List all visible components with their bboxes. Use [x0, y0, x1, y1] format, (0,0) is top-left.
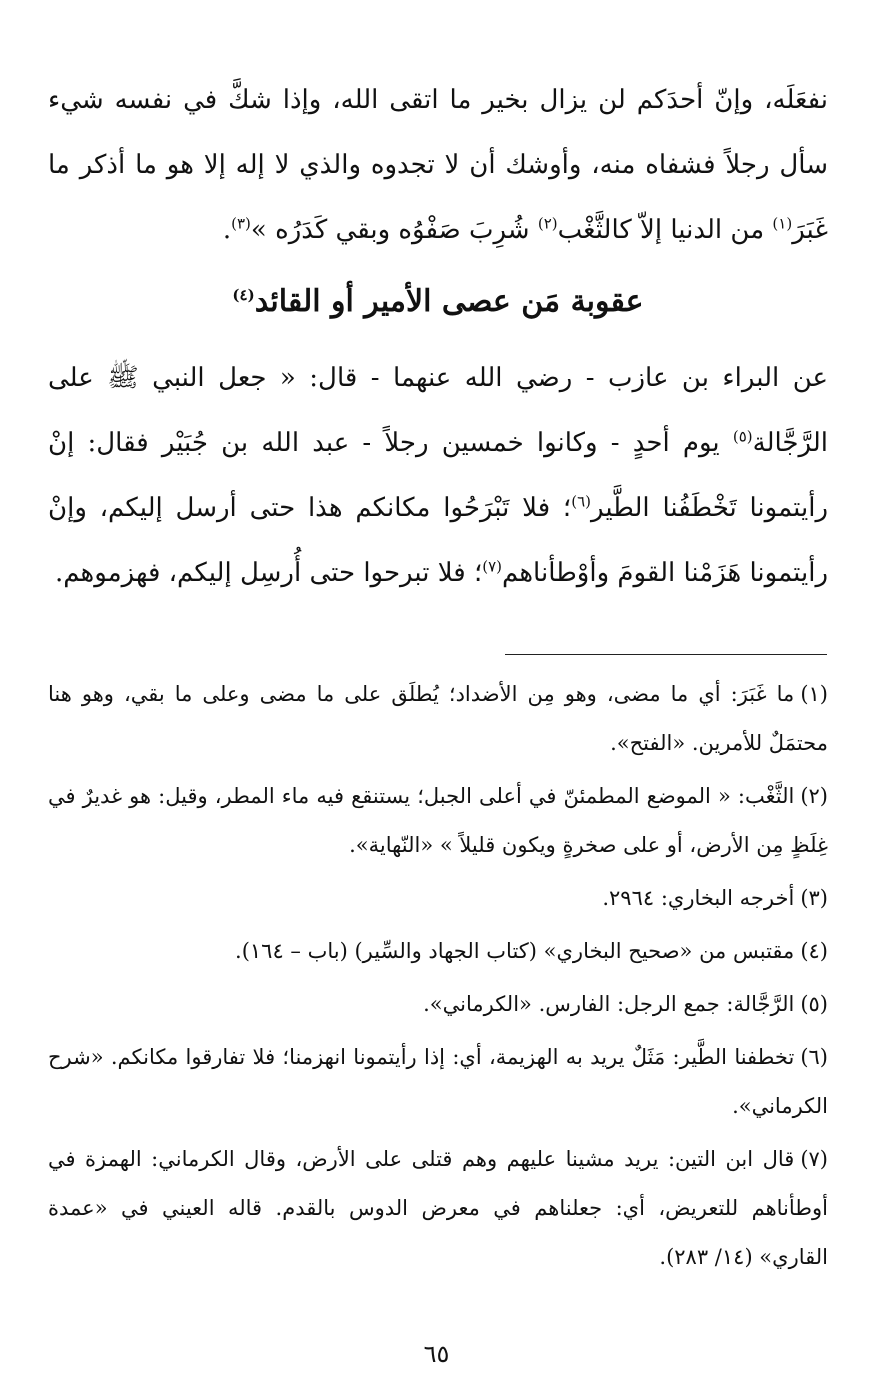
footnote-number: (٣) [800, 886, 828, 910]
footnote-7 [48, 1135, 828, 1282]
intro-text-3: شُرِبَ صَفْوُه وبقي كَدَرُه » [250, 215, 538, 245]
hadith-text-2: يوم أحدٍ - وكانوا خمسين رجلاً - عبد الله بن جُبَيْر فقال: إنْ رأيتمونا تَخْطَفُنا الطَّير [48, 428, 828, 523]
section-heading-title: عقوبة مَن عصى الأمير أو القائد [254, 284, 644, 319]
footnote-number: (٧) [800, 1147, 828, 1171]
section-heading [48, 272, 828, 332]
intro-text-2: من الدنيا إلاّ كالثَّغْب [557, 215, 773, 245]
footnote-divider [505, 654, 827, 655]
footnote-3 [48, 874, 828, 923]
footnote-ref-2: (٢) [537, 214, 558, 233]
intro-text-4: . [222, 215, 232, 245]
footnote-2 [48, 772, 828, 870]
footnote-ref-3: (٣) [231, 214, 251, 233]
footnote-number: (٦) [800, 1045, 828, 1069]
footnote-text: مقتبس من «صحيح البخاري» (كتاب الجهاد والسِّير) (باب – ١٦٤). [235, 939, 795, 963]
footnote-ref-4: (٤) [232, 286, 255, 304]
footnote-text: الثَّغْب: « الموضع المطمئنّ في أعلى الجبل؛ يستنقع فيه ماء المطر، وقيل: هو غديرٌ في غِلَظٍ مِن الأرض، أو على صخرةٍ ويكون قليلاً » «النّهاية». [48, 784, 828, 857]
footnote-number: (٤) [800, 939, 828, 963]
footnotes-list [48, 670, 828, 1286]
footnote-ref-5: (٥) [732, 427, 753, 446]
footnote-number: (٥) [800, 992, 828, 1016]
footnote-text: قال ابن التين: يريد مشينا عليهم وهم قتلى على الأرض، وقال الكرماني: الهمزة في أوطأناهم للتعريض، أي: جعلناهم في معرض الدوس بالقدم. قاله العيني في «عمدة القاري» (١٤/ ٢٨٣). [48, 1147, 828, 1269]
footnote-number: (٢) [800, 784, 828, 808]
hadith-text-4: ؛ فلا تبرحوا حتى أُرسِل إليكم، فهزموهم. [54, 558, 483, 588]
intro-paragraph [48, 68, 828, 263]
footnote-ref-1: (١) [772, 214, 793, 233]
footnote-ref-6: (٦) [571, 492, 591, 511]
page-number: ٦٥ [423, 1340, 450, 1368]
footnote-ref-7: (٧) [482, 557, 503, 576]
footnote-text: أخرجه البخاري: ٢٩٦٤. [602, 886, 795, 910]
footnote-1 [48, 670, 828, 768]
footnote-5 [48, 980, 828, 1029]
footnote-number: (١) [800, 682, 828, 706]
footnote-4 [48, 927, 828, 976]
footnote-text: ما غَبَرَ: أي ما مضى، وهو مِن الأضداد؛ يُطلَق على ما مضى وعلى ما بقي، وهو هنا محتمَلٌ للأمرين. «الفتح». [48, 682, 828, 755]
hadith-text-1: عن البراء بن عازب - رضي الله عنهما - قال: « جعل النبي ﷺ على الرَّجَّالة [48, 363, 828, 458]
footnote-text: الرَّجَّالة: جمع الرجل: الفارس. «الكرماني». [423, 992, 795, 1016]
intro-text-1: نفعَلَه، وإنّ أحدَكم لن يزال بخير ما اتقى الله، وإذا شكَّ في نفسه شيء سأل رجلاً فشفاه منه، وأوشك أن لا تجدوه والذي لا إله إلا هو ما أذكر ما غَبَرَ [48, 85, 828, 245]
hadith-text-3: ؛ فلا تَبْرَحُوا مكانكم هذا حتى أرسل إليكم، وإنْ رأيتمونا هَزَمْنا القومَ وأوْطأناهم [48, 493, 828, 588]
hadith-paragraph [48, 346, 828, 606]
footnote-text: تخطفنا الطَّير: مَثَلٌ يريد به الهزيمة، أي: إذا رأيتمونا انهزمنا؛ فلا تفارقوا مكانكم. «شرح الكرماني». [48, 1045, 828, 1118]
footnote-6 [48, 1033, 828, 1131]
